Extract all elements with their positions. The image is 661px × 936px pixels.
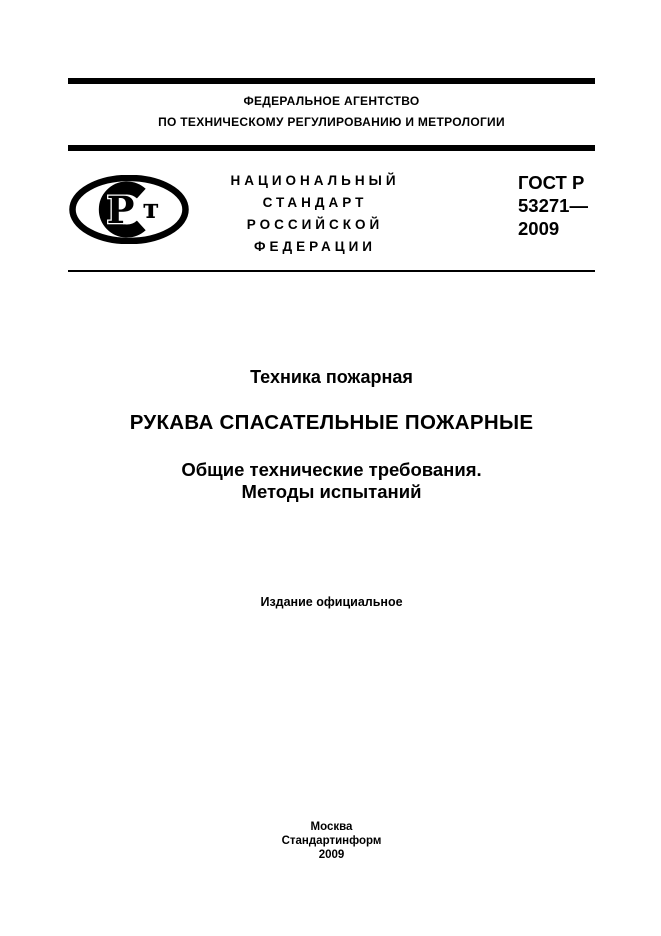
- agency-name-line1: ФЕДЕРАЛЬНОЕ АГЕНТСТВО: [243, 94, 420, 108]
- logo-letter-t: т: [142, 194, 160, 225]
- designation-line2: 53271—: [518, 195, 588, 216]
- standard-kind-line4: ФЕДЕРАЦИИ: [254, 239, 376, 254]
- header-bottom-divider: [68, 270, 595, 272]
- standard-designation: [518, 171, 588, 240]
- imprint-block: [68, 820, 595, 862]
- subtitle-block: [68, 459, 595, 503]
- rst-certification-mark-icon: [69, 175, 189, 244]
- designation-line3: 2009: [518, 218, 560, 239]
- edition-note: Издание официальное: [260, 595, 403, 609]
- top-divider: [68, 78, 595, 84]
- subtitle-line1: Общие технические требования.: [181, 459, 482, 480]
- imprint-year: 2009: [318, 849, 345, 861]
- logo-letter-p: Р: [106, 188, 135, 232]
- imprint-publisher: Стандартинформ: [281, 835, 382, 847]
- subject-group-title: Техника пожарная: [250, 367, 413, 387]
- main-title: РУКАВА СПАСАТЕЛЬНЫЕ ПОЖАРНЫЕ: [129, 411, 534, 434]
- header-divider: [68, 145, 595, 151]
- agency-name-line2: ПО ТЕХНИЧЕСКОМУ РЕГУЛИРОВАНИЮ И МЕТРОЛОГИИ: [158, 115, 505, 129]
- standard-kind-line2: СТАНДАРТ: [262, 195, 368, 210]
- standard-kind-line1: НАЦИОНАЛЬНЫЙ: [230, 173, 400, 188]
- designation-line1: ГОСТ Р: [518, 172, 585, 193]
- imprint-city: Москва: [310, 821, 353, 833]
- standard-kind-block: [200, 170, 430, 258]
- subtitle-line2: Методы испытаний: [241, 481, 422, 502]
- standard-kind-line3: РОССИЙСКОЙ: [246, 217, 384, 232]
